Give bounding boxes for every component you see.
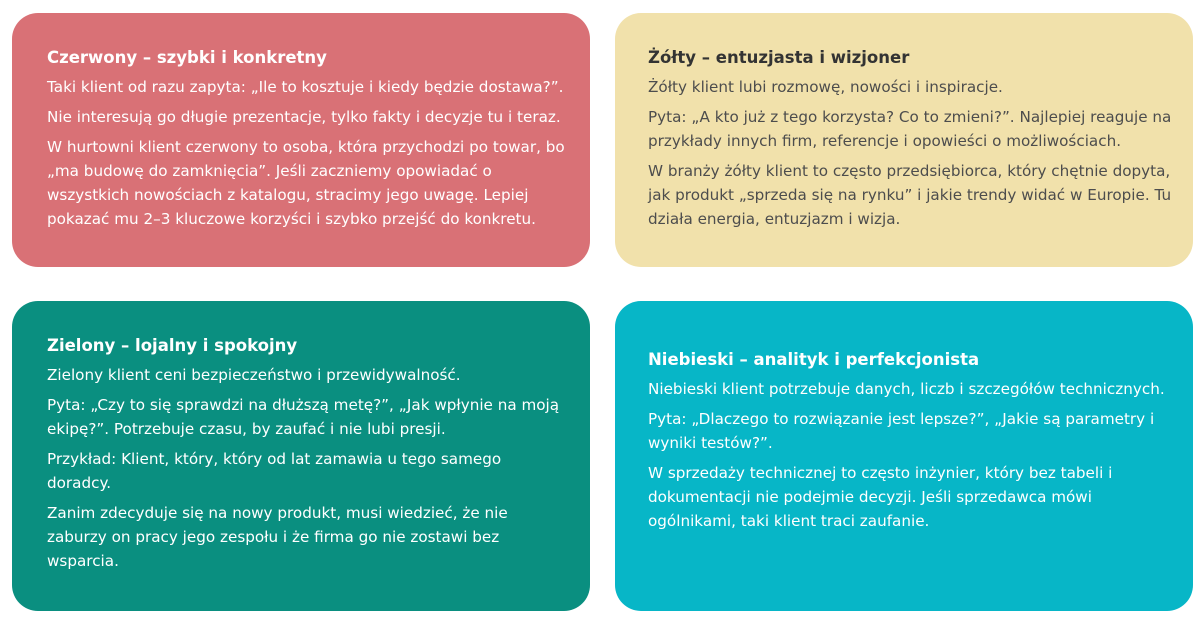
card-paragraph: Zanim zdecyduje się na nowy produkt, musi wiedzieć, że nie zaburzy on pracy jego zespołu i że firma go nie zostawi bez wsparcia. (47, 504, 508, 570)
card-paragraph: Pyta: „Dlaczego to rozwiązanie jest lepsze?”, „Jakie są parametry i wyniki testów?”. (648, 410, 1155, 452)
card-green (12, 301, 590, 611)
card-yellow (615, 13, 1193, 267)
card-title: Zielony – lojalny i spokojny (47, 336, 298, 355)
card-paragraph: Pyta: „Czy to się sprawdzi na dłuższą metę?”, „Jak wpłynie na moją ekipę?”. Potrzebuje czasu, by zaufać i nie lubi presji. (47, 396, 560, 438)
card-red (12, 13, 590, 267)
card-paragraph: W sprzedaży technicznej to często inżynier, który bez tabeli i dokumentacji nie podejmie decyzji. Jeśli sprzedawca mówi ogólnikami, taki klient traci zaufanie. (648, 464, 1113, 530)
card-paragraph: Zielony klient ceni bezpieczeństwo i przewidywalność. (47, 366, 461, 384)
card-paragraph: Przykład: Klient, który, który od lat zamawia u tego samego doradcy. (47, 450, 502, 492)
card-paragraph: Nie interesują go długie prezentacje, tylko fakty i decyzje tu i teraz. (47, 108, 561, 126)
card-blue (615, 301, 1193, 611)
card-paragraph: Taki klient od razu zapyta: „Ile to kosztuje i kiedy będzie dostawa?”. (47, 78, 564, 96)
card-paragraph: W branży żółty klient to często przedsiębiorca, który chętnie dopyta, jak produkt „sprzeda się na rynku” i jakie trendy widać w Europie. Tu działa energia, entuzjazm i wizja. (648, 162, 1172, 228)
card-title: Czerwony – szybki i konkretny (47, 48, 327, 67)
card-paragraph: Pyta: „A kto już z tego korzysta? Co to zmieni?”. Najlepiej reaguje na przykłady innych firm, referencje i opowieści o możliwościach. (648, 108, 1172, 150)
card-paragraph: W hurtowni klient czerwony to osoba, która przychodzi po towar, bo „ma budowę do zamknięcia”. Jeśli zaczniemy opowiadać o wszystkich nowościach z katalogu, stracimy jego uwagę. Lepiej pokazać mu 2–3 kluczowe korzyści i szybko przejść do konkretu. (47, 138, 565, 228)
card-paragraph: Niebieski klient potrzebuje danych, liczb i szczegółów technicznych. (648, 380, 1165, 398)
card-title: Niebieski – analityk i perfekcjonista (648, 350, 980, 369)
card-paragraph: Żółty klient lubi rozmowę, nowości i inspiracje. (648, 78, 1003, 96)
card-title: Żółty – entuzjasta i wizjoner (648, 48, 910, 67)
